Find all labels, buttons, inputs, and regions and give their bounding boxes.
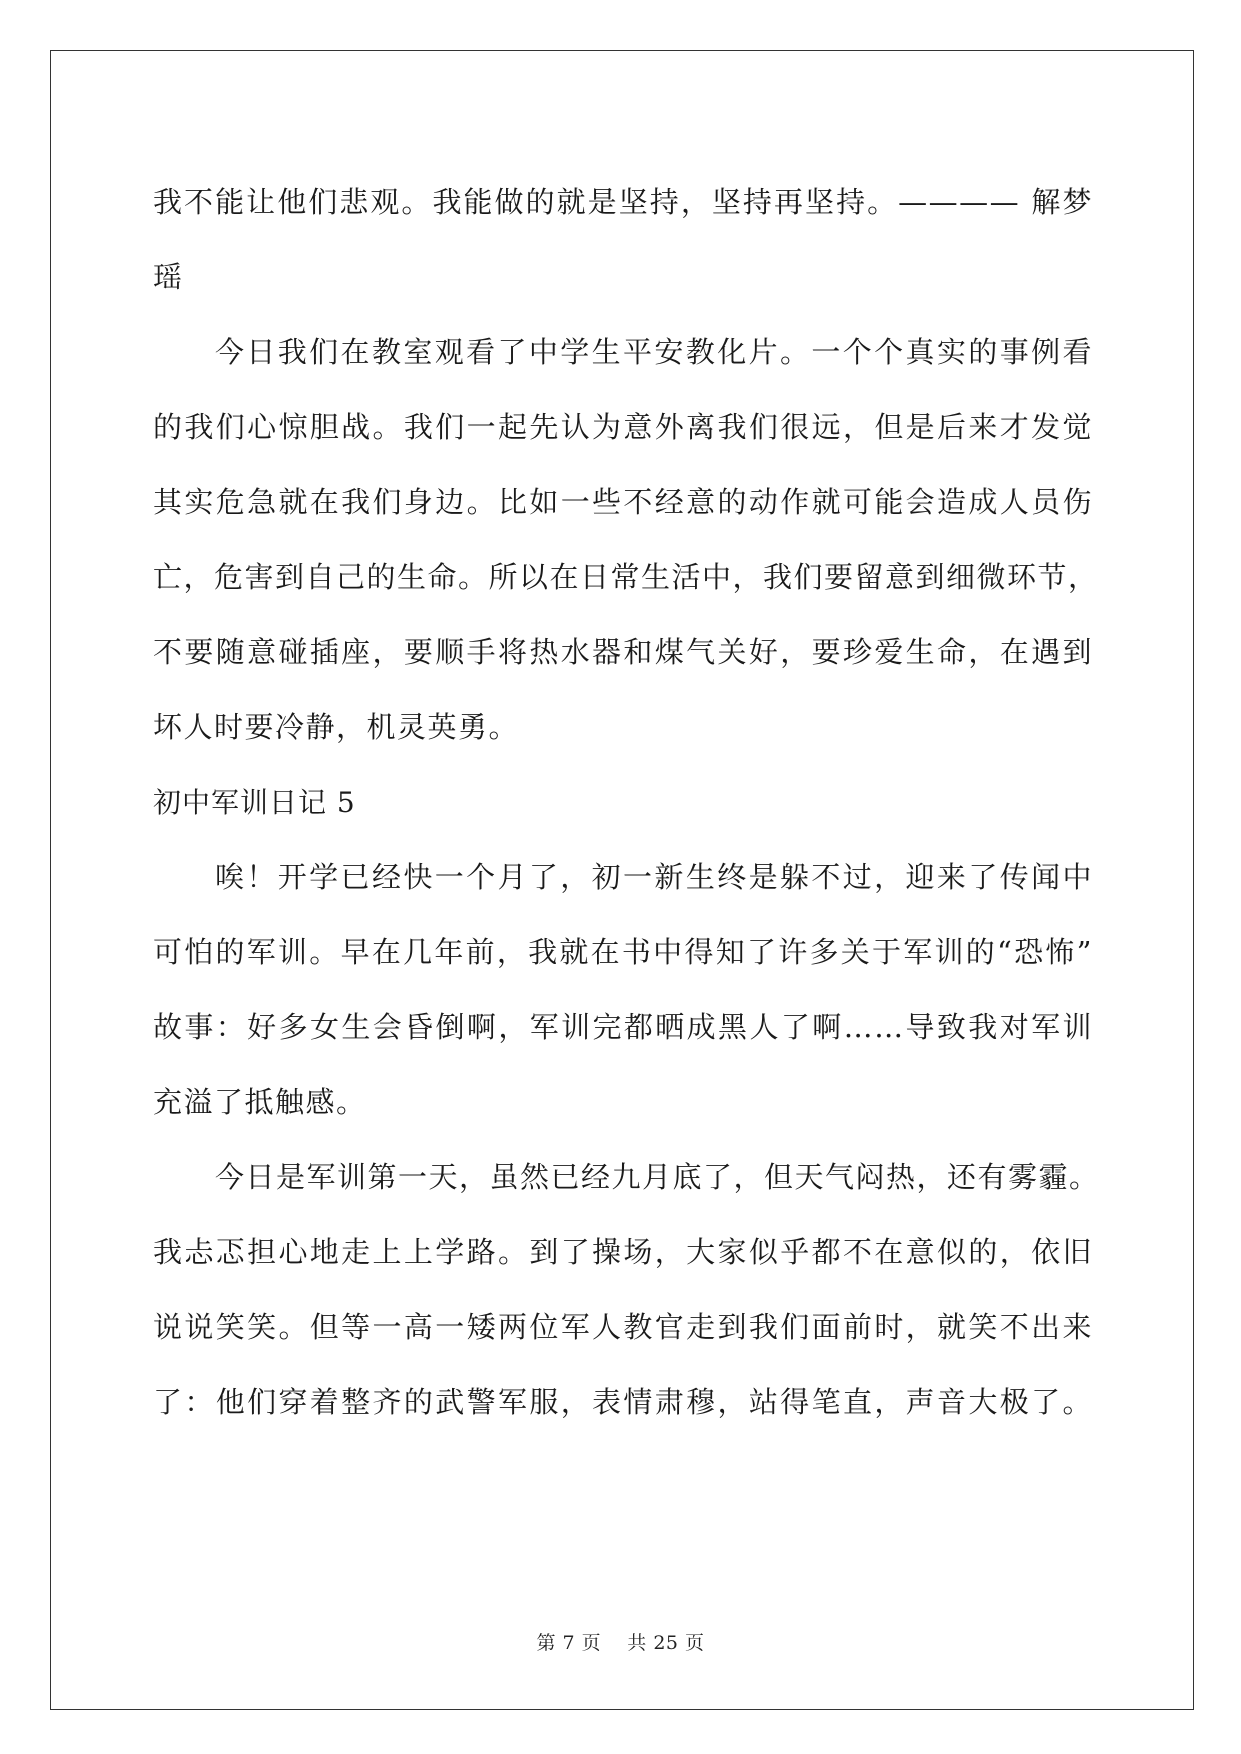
- text-line: 了：他们穿着整齐的武警军服，表情肃穆，站得笔直，声音大极了。: [153, 1385, 1093, 1419]
- text-line: 故事：好多女生会昏倒啊，军训完都晒成黑人了啊……导致我对军训: [153, 1010, 1093, 1044]
- paragraph-first-line: 唉！开学已经快一个月了，初一新生终是躲不过，迎来了传闻中: [215, 860, 1093, 894]
- text-line: 其实危急就在我们身边。比如一些不经意的动作就可能会造成人员伤: [153, 485, 1093, 519]
- text-line: 坏人时要冷静，机灵英勇。: [153, 710, 520, 744]
- paragraph-first-line: 今日我们在教室观看了中学生平安教化片。一个个真实的事例看: [215, 335, 1093, 369]
- text-line: 我不能让他们悲观。我能做的就是坚持，坚持再坚持。———— 解梦: [153, 185, 1093, 219]
- document-body: [153, 165, 1100, 1440]
- section-heading: 初中军训日记 5: [153, 786, 356, 819]
- text-line: 可怕的军训。早在几年前，我就在书中得知了许多关于军训的“恐怖”: [153, 935, 1093, 969]
- text-line: 亡，危害到自己的生命。所以在日常生活中，我们要留意到细微环节，: [153, 560, 1099, 594]
- page-number: 第 7 页 共 25 页: [536, 1632, 705, 1654]
- text-line: 充溢了抵触感。: [153, 1085, 367, 1119]
- page-footer: [0, 1628, 1241, 1655]
- text-line: 说说笑笑。但等一高一矮两位军人教官走到我们面前时，就笑不出来: [153, 1310, 1093, 1344]
- paragraph-first-line: 今日是军训第一天，虽然已经九月底了，但天气闷热，还有雾霾。: [215, 1160, 1100, 1194]
- text-line: 不要随意碰插座，要顺手将热水器和煤气关好，要珍爱生命，在遇到: [153, 635, 1093, 669]
- text-line: 瑶: [153, 260, 184, 294]
- text-line: 我忐忑担心地走上上学路。到了操场，大家似乎都不在意似的，依旧: [153, 1235, 1093, 1269]
- text-line: 的我们心惊胆战。我们一起先认为意外离我们很远，但是后来才发觉: [153, 410, 1093, 444]
